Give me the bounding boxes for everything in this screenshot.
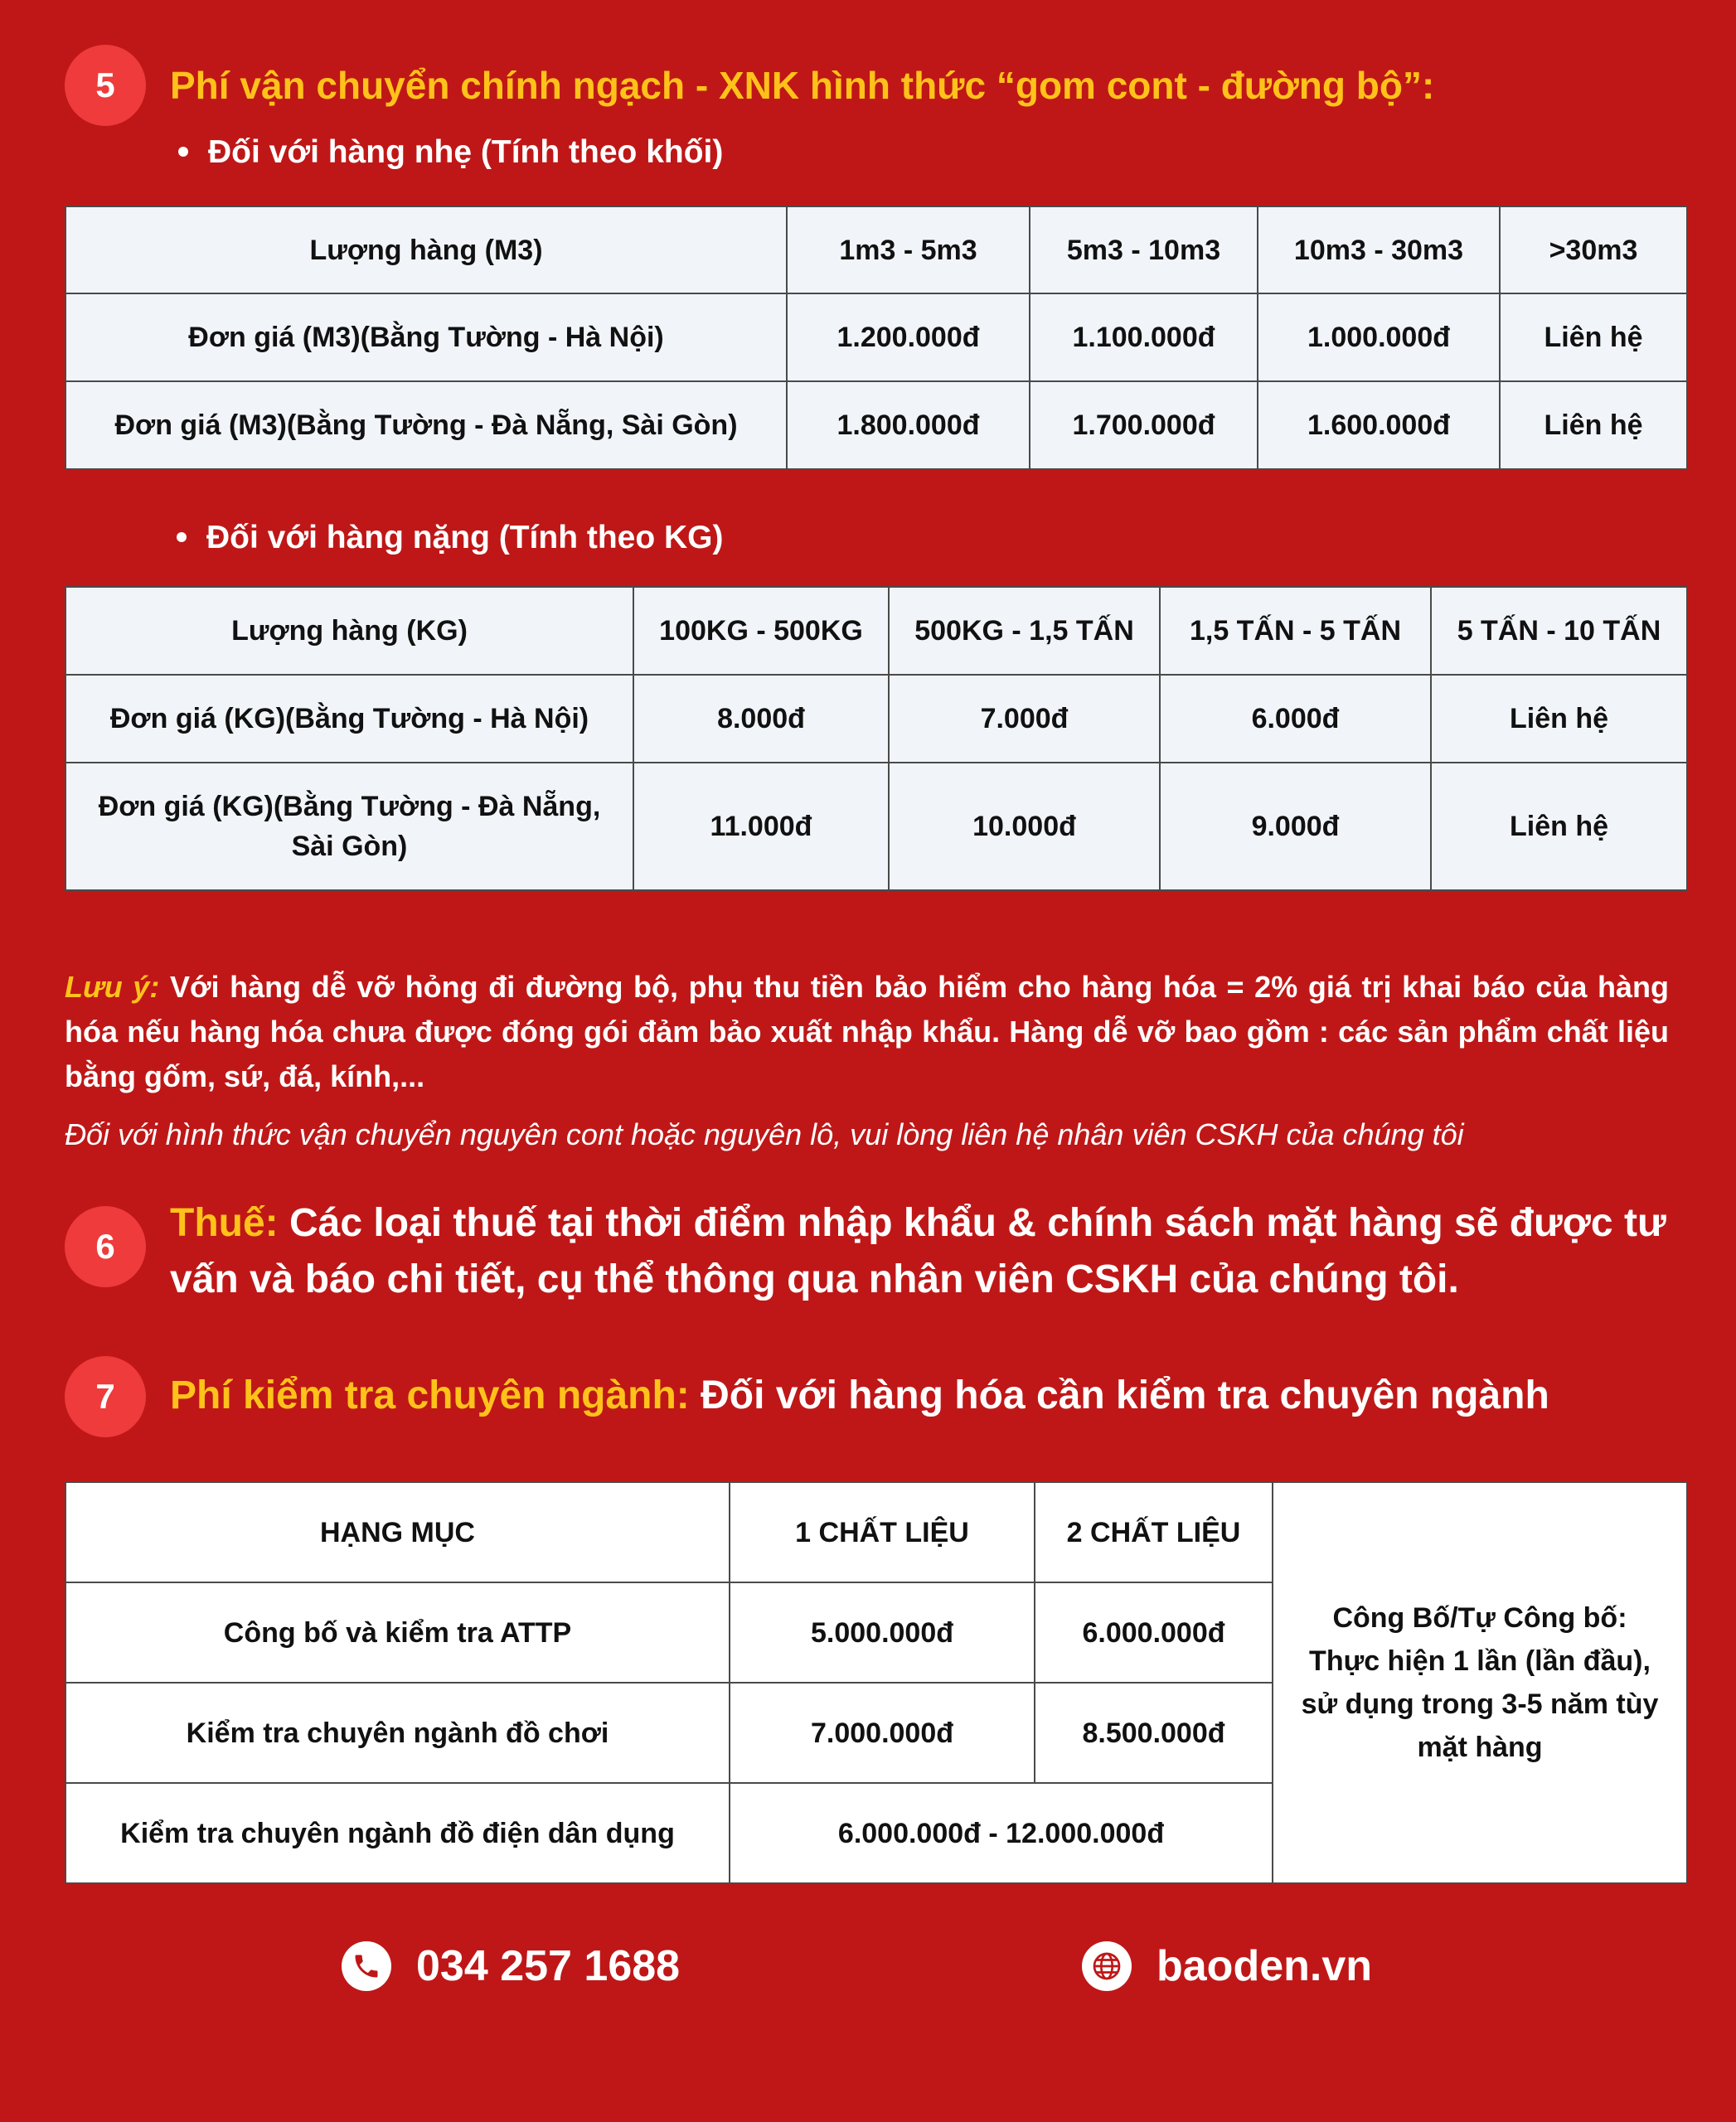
table-row (65, 381, 1687, 469)
bullet-dot (177, 532, 187, 542)
price-cell: 10.000đ (889, 763, 1160, 890)
header-cell: 1m3 - 5m3 (787, 206, 1030, 293)
header-cell: HẠNG MỤC (65, 1482, 730, 1582)
row-label: Kiểm tra chuyên ngành đồ điện dân dụng (65, 1783, 730, 1883)
heavy-goods-label: Đối với hàng nặng (Tính theo KG) (206, 520, 724, 555)
section-6-number: 6 (65, 1206, 146, 1287)
table-header-row (65, 1482, 1687, 1582)
price-cell: 7.000đ (889, 675, 1160, 763)
section-6-text (170, 1195, 1687, 1308)
price-cell: Liên hệ (1500, 381, 1687, 469)
phone-number[interactable]: 034 257 1688 (416, 1942, 681, 1990)
footer-phone[interactable] (342, 1941, 680, 1991)
header-cell: 5m3 - 10m3 (1030, 206, 1258, 293)
light-goods-label: Đối với hàng nhẹ (Tính theo khối) (208, 134, 724, 170)
price-range-cell: 6.000.000đ - 12.000.000đ (730, 1783, 1273, 1883)
row-label: Đơn giá (KG)(Bằng Tường - Hà Nội) (65, 675, 633, 763)
section-7-body: Đối với hàng hóa cần kiểm tra chuyên ngành (701, 1373, 1549, 1417)
footnote: Đối với hình thức vận chuyển nguyên cont hoặc nguyên lô, vui lòng liên hệ nhân viên CSKH của chúng tôi (65, 1117, 1464, 1151)
row-label: Đơn giá (M3)(Bằng Tường - Hà Nội) (65, 293, 787, 381)
registration-note-cell: Công Bố/Tự Công bố: Thực hiện 1 lần (lần đầu), sử dụng trong 3-5 năm tùy mặt hàng (1273, 1482, 1687, 1883)
note-text: Với hàng dễ vỡ hỏng đi đường bộ, phụ thu tiền bảo hiểm cho hàng hóa = 2% giá trị khai báo của hàng hóa nếu hàng hóa chưa được đóng gói đảm bảo xuất nhập khẩu. Hàng dễ vỡ bao gồm : các sản phẩm chất liệu bằng gốm, sứ, đá, kính,... (65, 970, 1669, 1093)
table-row (65, 293, 1687, 381)
price-cell: 1.200.000đ (787, 293, 1030, 381)
price-cell: Liên hệ (1431, 675, 1687, 763)
light-goods-table (65, 206, 1688, 470)
price-cell: 1.600.000đ (1258, 381, 1500, 469)
heavy-goods-table (65, 586, 1688, 891)
bullet-dot (178, 147, 188, 157)
globe-icon (1082, 1941, 1132, 1991)
header-cell: >30m3 (1500, 206, 1687, 293)
price-cell: 1.800.000đ (787, 381, 1030, 469)
header-cell: 10m3 - 30m3 (1258, 206, 1500, 293)
header-cell: Lượng hàng (M3) (65, 206, 787, 293)
price-cell: Liên hệ (1431, 763, 1687, 890)
price-cell: Liên hệ (1500, 293, 1687, 381)
price-cell: 1.000.000đ (1258, 293, 1500, 381)
table-header-row (65, 206, 1687, 293)
row-label: Công bố và kiểm tra ATTP (65, 1582, 730, 1683)
section-5-number: 5 (65, 45, 146, 126)
header-cell: 5 TẤN - 10 TẤN (1431, 587, 1687, 675)
row-label: Đơn giá (KG)(Bằng Tường - Đà Nẵng, Sài Gòn) (65, 763, 633, 890)
section-7-title (170, 1368, 1549, 1424)
header-cell: 500KG - 1,5 TẤN (889, 587, 1160, 675)
header-cell: 1,5 TẤN - 5 TẤN (1160, 587, 1431, 675)
price-cell: 7.000.000đ (730, 1683, 1035, 1783)
section-6-body: Các loại thuế tại thời điểm nhập khẩu & chính sách mặt hàng sẽ được tư vấn và báo chi tiết, cụ thể thông qua nhân viên CSKH của chúng tôi. (170, 1201, 1666, 1301)
light-goods-bullet (178, 134, 723, 171)
header-cell: 100KG - 500KG (633, 587, 889, 675)
globe-icon-glyph (1090, 1950, 1123, 1983)
inspection-fee-table (65, 1481, 1688, 1884)
price-cell: 1.700.000đ (1030, 381, 1258, 469)
phone-icon (342, 1941, 391, 1991)
website-link[interactable]: baoden.vn (1157, 1942, 1373, 1990)
price-cell: 1.100.000đ (1030, 293, 1258, 381)
header-cell: 2 CHẤT LIỆU (1035, 1482, 1273, 1582)
section-6-label: Thuế: (170, 1201, 279, 1245)
price-cell: 6.000.000đ (1035, 1582, 1273, 1683)
phone-icon-glyph (352, 1951, 381, 1981)
row-label: Đơn giá (M3)(Bằng Tường - Đà Nẵng, Sài Gòn) (65, 381, 787, 469)
heavy-goods-bullet (177, 520, 724, 556)
price-cell: 5.000.000đ (730, 1582, 1035, 1683)
table-header-row (65, 587, 1687, 675)
note-label: Lưu ý: (65, 970, 160, 1004)
header-cell: 1 CHẤT LIỆU (730, 1482, 1035, 1582)
price-cell: 9.000đ (1160, 763, 1431, 890)
footer-website[interactable] (1082, 1941, 1372, 1991)
header-cell: Lượng hàng (KG) (65, 587, 633, 675)
price-cell: 8.000đ (633, 675, 889, 763)
price-cell: 6.000đ (1160, 675, 1431, 763)
section-7-label: Phí kiểm tra chuyên ngành: (170, 1373, 690, 1417)
note-paragraph (65, 965, 1669, 1099)
table-row (65, 763, 1687, 890)
section-7-number: 7 (65, 1356, 146, 1437)
price-cell: 11.000đ (633, 763, 889, 890)
row-label: Kiểm tra chuyên ngành đồ chơi (65, 1683, 730, 1783)
price-cell: 8.500.000đ (1035, 1683, 1273, 1783)
section-5-title: Phí vận chuyển chính ngạch - XNK hình thức “gom cont - đường bộ”: (170, 64, 1435, 107)
table-row (65, 675, 1687, 763)
